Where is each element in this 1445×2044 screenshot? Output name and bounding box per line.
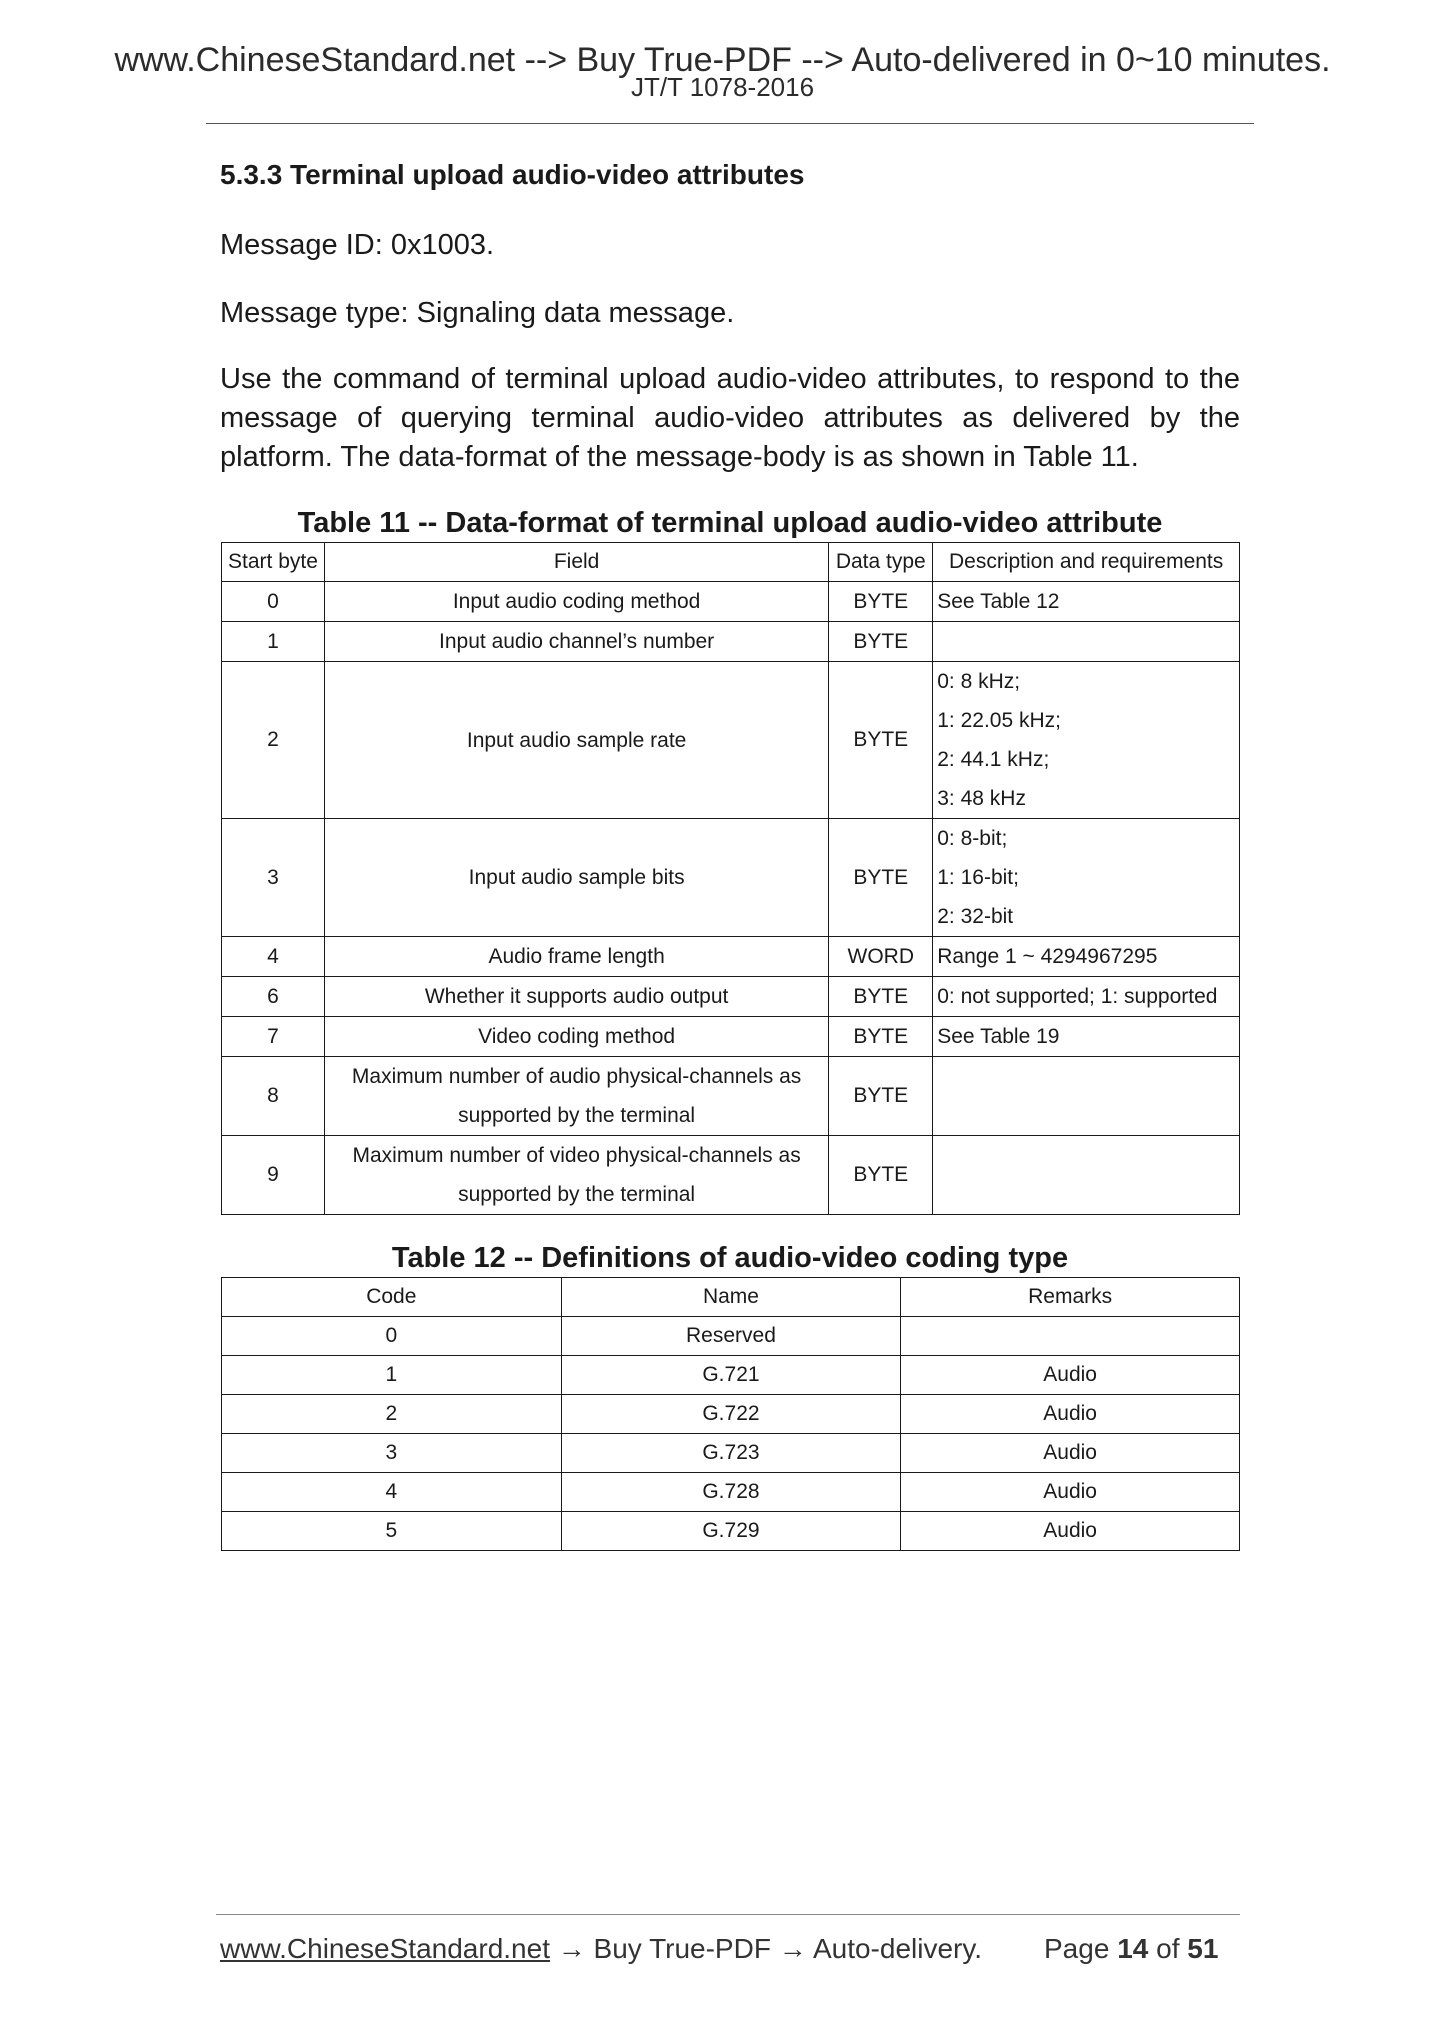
- name-cell: G.723: [561, 1434, 901, 1473]
- standard-number: JT/T 1078-2016: [630, 72, 815, 102]
- footer-buy: Buy True-PDF: [593, 1933, 771, 1964]
- table-11-header-row: [222, 543, 1240, 582]
- code-cell: 4: [222, 1473, 562, 1512]
- table-row: [222, 977, 1240, 1017]
- table-11-caption: Table 11 -- Data-format of terminal upload audio-video attribute: [297, 507, 1163, 539]
- field-cell: [324, 582, 828, 622]
- page-current: 14: [1117, 1933, 1149, 1964]
- table-12: [221, 1277, 1240, 1551]
- page-indicator: [1044, 1932, 1218, 1966]
- field-text: Whether it supports audio output: [424, 985, 729, 1008]
- site-link[interactable]: www.ChineseStandard.net: [220, 1933, 550, 1964]
- start-byte-cell: 8: [222, 1057, 325, 1136]
- field-text: Video coding method: [478, 1025, 676, 1048]
- description-line: 1: 16-bit;: [937, 866, 1019, 889]
- table-12-header-cell: Name: [561, 1278, 901, 1317]
- table-row: [222, 1356, 1240, 1395]
- footer-promo: [220, 1932, 982, 1966]
- page-of: of: [1156, 1933, 1180, 1964]
- table-row: [222, 1395, 1240, 1434]
- arrow-icon: →: [557, 1933, 586, 1964]
- table-11: [221, 542, 1240, 1215]
- data-type-cell: BYTE: [829, 977, 933, 1017]
- description-line: 3: 48 kHz: [937, 787, 1026, 810]
- start-byte-cell: 2: [222, 662, 325, 819]
- remarks-cell: Audio: [901, 1512, 1240, 1551]
- page-label: Page: [1044, 1933, 1110, 1964]
- field-cell: [324, 1017, 828, 1057]
- data-type-cell: BYTE: [829, 582, 933, 622]
- description-cell: [933, 819, 1240, 937]
- table-row: [222, 1057, 1240, 1136]
- table-row: [222, 662, 1240, 819]
- table-12-caption: Table 12 -- Definitions of audio-video coding type: [391, 1242, 1069, 1274]
- description-line: 2: 32-bit: [937, 905, 1014, 928]
- name-cell: G.722: [561, 1395, 901, 1434]
- table-row: [222, 1317, 1240, 1356]
- data-type-cell: BYTE: [829, 1057, 933, 1136]
- field-cell: [324, 977, 828, 1017]
- section-title: 5.3.3 Terminal upload audio-video attributes: [220, 159, 805, 190]
- field-cell: [324, 937, 828, 977]
- header-divider: [206, 123, 1254, 124]
- description-cell: [933, 662, 1240, 819]
- field-text: Input audio channel’s number: [439, 630, 715, 653]
- data-type-cell: BYTE: [829, 1017, 933, 1057]
- table-row: [222, 937, 1240, 977]
- description-cell: [933, 1057, 1240, 1136]
- start-byte-cell: 6: [222, 977, 325, 1017]
- remarks-cell: [901, 1317, 1240, 1356]
- field-text: Audio frame length: [488, 945, 665, 968]
- description-line: 0: not supported; 1: supported: [937, 985, 1218, 1008]
- name-cell: G.721: [561, 1356, 901, 1395]
- field-text: Maximum number of video physical-channels as: [352, 1144, 801, 1167]
- name-cell: Reserved: [561, 1317, 901, 1356]
- page-total: 51: [1187, 1933, 1219, 1964]
- description-line: See Table 12: [937, 590, 1060, 613]
- remarks-cell: Audio: [901, 1395, 1240, 1434]
- table-row: [222, 1473, 1240, 1512]
- start-byte-cell: 4: [222, 937, 325, 977]
- remarks-cell: Audio: [901, 1356, 1240, 1395]
- code-cell: 3: [222, 1434, 562, 1473]
- table-row: [222, 622, 1240, 662]
- description-line: 0: 8 kHz;: [937, 670, 1021, 693]
- start-byte-cell: 1: [222, 622, 325, 662]
- description-line: 2: 44.1 kHz;: [937, 748, 1050, 771]
- code-cell: 5: [222, 1512, 562, 1551]
- data-type-cell: BYTE: [829, 819, 933, 937]
- code-cell: 2: [222, 1395, 562, 1434]
- field-text: supported by the terminal: [458, 1104, 696, 1127]
- table-row: [222, 582, 1240, 622]
- table-11-header-cell: Data type: [829, 543, 933, 582]
- field-cell: [324, 622, 828, 662]
- table-row: [222, 1434, 1240, 1473]
- description-line: 1: 22.05 kHz;: [937, 709, 1061, 732]
- start-byte-cell: 0: [222, 582, 325, 622]
- table-11-header-cell: Field: [324, 543, 828, 582]
- description-cell: [933, 977, 1240, 1017]
- description-cell: [933, 582, 1240, 622]
- table-12-header-cell: Code: [222, 1278, 562, 1317]
- field-cell: [324, 1057, 828, 1136]
- arrow-icon: →: [778, 1933, 807, 1964]
- message-id: Message ID: 0x1003.: [220, 229, 495, 261]
- site-banner: www.ChineseStandard.net --> Buy True-PDF --> Auto-delivered in 0~10 minutes.: [114, 41, 1331, 79]
- table-row: [222, 1017, 1240, 1057]
- name-cell: G.728: [561, 1473, 901, 1512]
- table-11-header-cell: Description and requirements: [933, 543, 1240, 582]
- field-cell: [324, 662, 828, 819]
- remarks-cell: Audio: [901, 1434, 1240, 1473]
- field-cell: [324, 819, 828, 937]
- footer-divider: [216, 1914, 1240, 1915]
- description-line: See Table 19: [937, 1025, 1060, 1048]
- start-byte-cell: 9: [222, 1136, 325, 1215]
- name-cell: G.729: [561, 1512, 901, 1551]
- message-type: Message type: Signaling data message.: [220, 297, 735, 329]
- remarks-cell: Audio: [901, 1473, 1240, 1512]
- table-row: [222, 819, 1240, 937]
- start-byte-cell: 3: [222, 819, 325, 937]
- table-12-header-cell: Remarks: [901, 1278, 1240, 1317]
- code-cell: 0: [222, 1317, 562, 1356]
- body-paragraph: Use the command of terminal upload audio-video attributes, to respond to the message of querying terminal audio-video attributes as delivered by the platform. The data-format of the message-body is as shown in Table 11.: [220, 363, 1240, 473]
- data-type-cell: BYTE: [829, 622, 933, 662]
- footer-delivery: Auto-delivery.: [812, 1933, 983, 1964]
- table-12-header-row: [222, 1278, 1240, 1317]
- field-text: Input audio coding method: [452, 590, 701, 613]
- description-line: Range 1 ~ 4294967295: [937, 945, 1158, 968]
- data-type-cell: WORD: [829, 937, 933, 977]
- table-row: [222, 1136, 1240, 1215]
- table-row: [222, 1512, 1240, 1551]
- description-cell: [933, 1017, 1240, 1057]
- field-text: Maximum number of audio physical-channels as: [351, 1065, 802, 1088]
- description-cell: [933, 1136, 1240, 1215]
- description-cell: [933, 622, 1240, 662]
- data-type-cell: BYTE: [829, 662, 933, 819]
- start-byte-cell: 7: [222, 1017, 325, 1057]
- description-line: 0: 8-bit;: [937, 827, 1008, 850]
- table-11-header-cell: Start byte: [222, 543, 325, 582]
- description-cell: [933, 937, 1240, 977]
- data-type-cell: BYTE: [829, 1136, 933, 1215]
- field-text: Input audio sample bits: [468, 866, 685, 889]
- field-cell: [324, 1136, 828, 1215]
- code-cell: 1: [222, 1356, 562, 1395]
- field-text: supported by the terminal: [458, 1183, 696, 1206]
- field-text: Input audio sample rate: [466, 728, 687, 752]
